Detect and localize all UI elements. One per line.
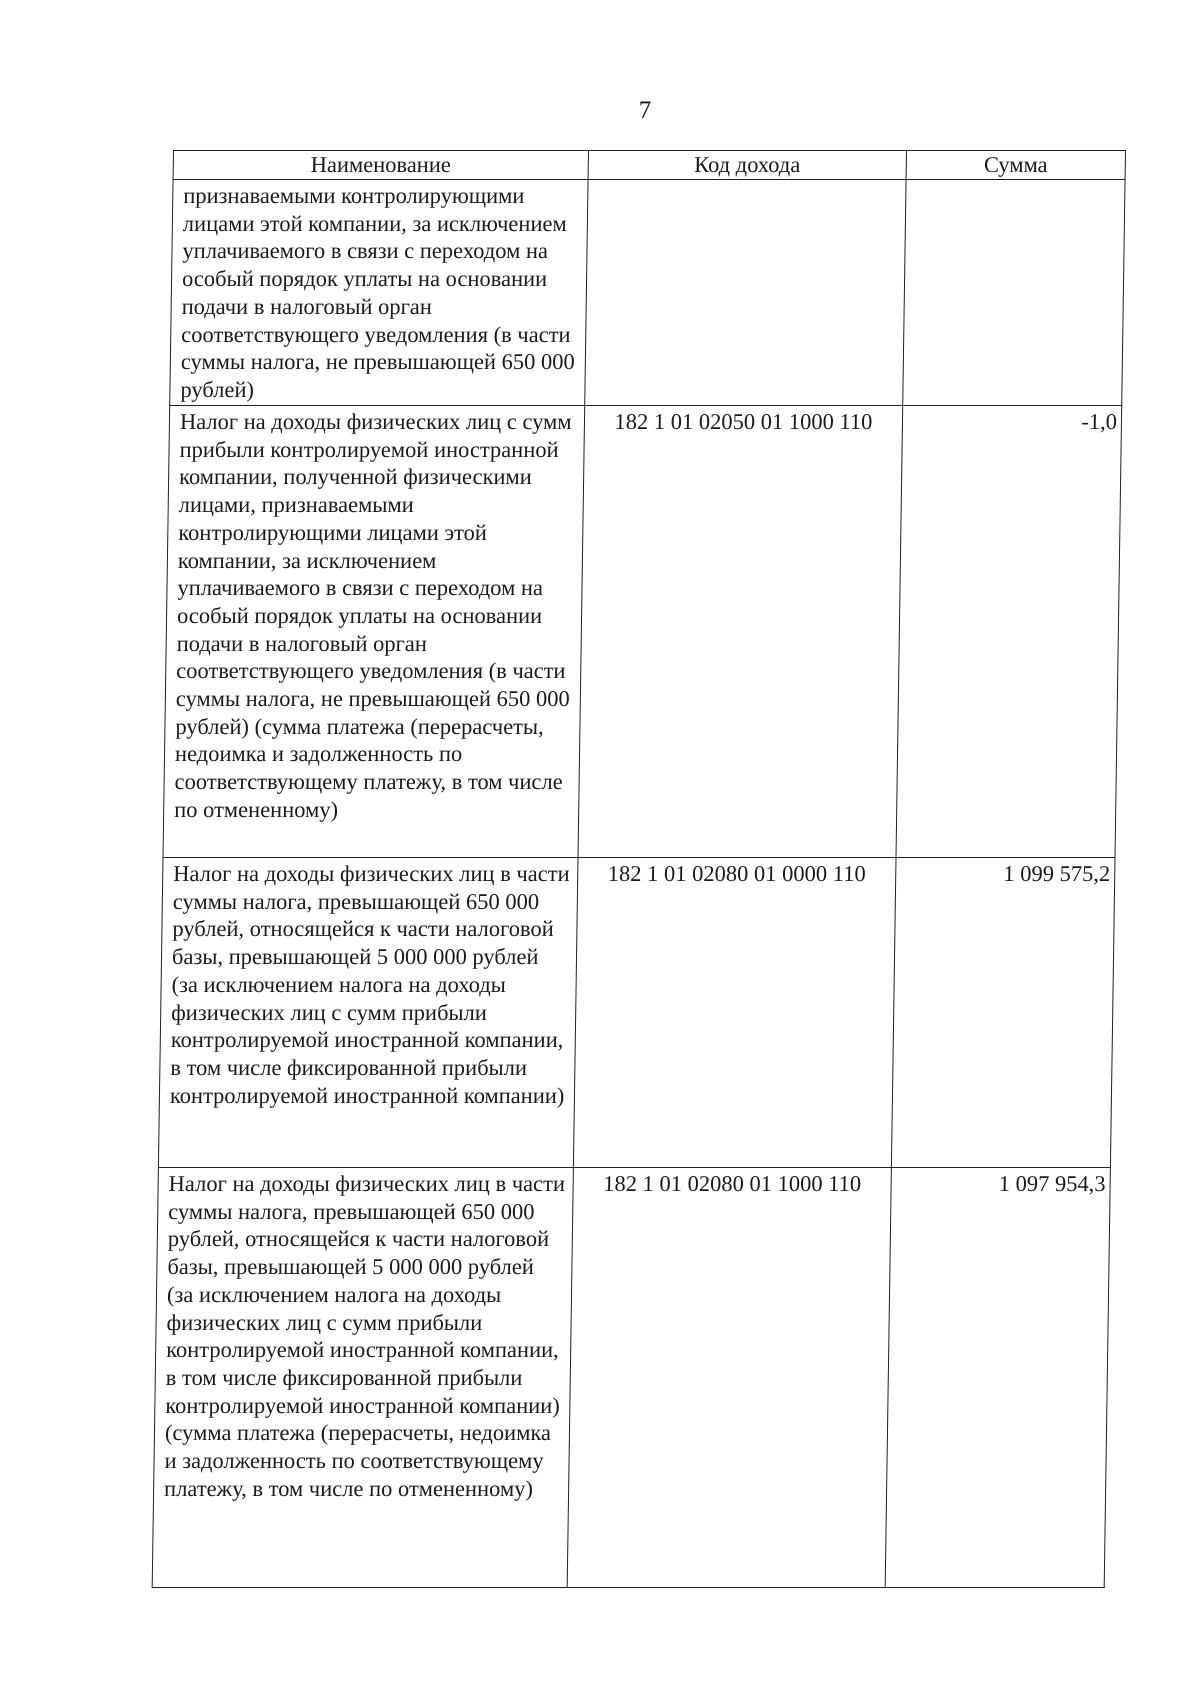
row-amount: 1 099 575,2 (891, 858, 1115, 1168)
row-amount: 1 097 954,3 (885, 1168, 1110, 1588)
row-name: Налог на доходы физических лиц в части суммы налога, превышающей 650 000 рублей, относящейся к части налоговой базы, превышающей 5 000 000 рублей (за исключением налога на доходы физических лиц с сумм прибыли контролируемой иностранной компании, в том числе фиксированной прибыли контролируемой иностранной компании) (158, 858, 578, 1168)
income-table (152, 150, 1126, 1588)
table-row (163, 406, 1122, 858)
header-row (173, 151, 1125, 180)
page-number: 7 (638, 97, 652, 124)
row-amount: -1,0 (896, 406, 1122, 858)
table-body (152, 180, 1125, 1588)
table-row (158, 858, 1115, 1168)
row-name: Налог на доходы физических лиц в части суммы налога, превышающей 650 000 рублей, относящейся к части налоговой базы, превышающей 5 000 000 рублей (за исключением налога на доходы физических лиц с сумм прибыли контролируемой иностранной компании, в том числе фиксированной прибыли контролируемой иностранной компании) (сумма платежа (перерасчеты, недоимка и задолженность по соответствующему платежу, в том числе по отмененному) (152, 1168, 573, 1588)
table-row (170, 180, 1125, 406)
table-row (152, 1168, 1110, 1588)
header-name: Наименование (173, 151, 588, 180)
header-code: Код дохода (588, 151, 906, 180)
row-code: 182 1 01 02080 01 1000 110 (567, 1168, 891, 1588)
row-code (585, 180, 906, 406)
row-name: признаваемыми контролирующими лицами этой компании, за исключением уплачиваемого в связи с переходом на особый порядок уплаты на основании подачи в налоговый орган соответствующего уведомления (в части суммы налога, не превышающей 650 000 рублей) (170, 180, 588, 406)
row-amount (903, 180, 1125, 406)
header-amount: Сумма (906, 151, 1125, 180)
row-code: 182 1 01 02050 01 1000 110 (578, 406, 903, 858)
row-name: Налог на доходы физических лиц с сумм прибыли контролируемой иностранной компании, полученной физическими лицами, признаваемыми контролирующими лицами этой компании, за исключением уплачиваемого в связи с переходом на особый порядок уплаты на основании подачи в налоговый орган соответствующего уведомления (в части суммы налога, не превышающей 650 000 рублей) (сумма платежа (перерасчеты, недоимка и задолженность по соответствующему платежу, в том числе по отмененному) (163, 406, 585, 858)
table-header (173, 151, 1125, 180)
row-code: 182 1 01 02080 01 0000 110 (573, 858, 896, 1168)
